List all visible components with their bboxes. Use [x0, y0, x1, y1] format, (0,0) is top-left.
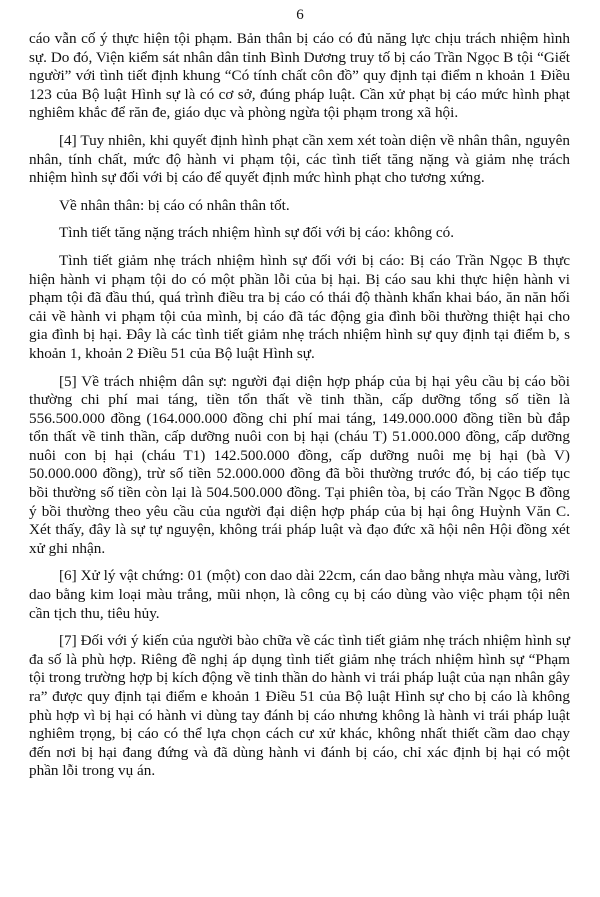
paragraph-6-evidence: [6] Xử lý vật chứng: 01 (một) con dao dài 22cm, cán dao bằng nhựa màu vàng, lưỡi dao bằng kim loại màu trắng, mũi nhọn, là công cụ bị cáo dùng vào việc phạm tội nên cần tịch thu, tiêu hủy.	[29, 567, 570, 622]
paragraph-7-defense-opinion: [7] Đối với ý kiến của người bào chữa về các tình tiết giảm nhẹ trách nhiệm hình sự đa số là phù hợp. Riêng đề nghị áp dụng tình tiết giảm nhẹ trách nhiệm hình sự “Phạm tội trong trường hợp bị kích động về tinh thần do hành vi trái pháp luật của nạn nhân gây ra” được quy định tại điểm e khoản 1 Điều 51 của Bộ luật Hình sự cho bị cáo là không phù hợp vì bị hại có hành vi dùng tay đánh bị cáo nhưng không là hành vi trái pháp luật nghiêm trọng, bị cáo có thể lựa chọn cách cư xử khác, không nhất thiết cầm dao chạy đến nơi bị hại đang đứng và đã dùng hành vi đánh bị cáo, chỉ xác định bị hại có một phần lỗi trong vụ án.	[29, 632, 570, 780]
paragraph-4-sentencing: [4] Tuy nhiên, khi quyết định hình phạt cần xem xét toàn diện về nhân thân, nguyên nhân, tính chất, mức độ hành vi phạm tội, các tình tiết tăng nặng và giảm nhẹ trách nhiệm hình sự đối với bị cáo để quyết định mức hình phạt cho tương xứng.	[29, 131, 570, 187]
paragraph-5-civil-liability: [5] Về trách nhiệm dân sự: người đại diện hợp pháp của bị hại yêu cầu bị cáo bồi thường chi phí mai táng, tiền tổn thất về tinh thần, cấp dưỡng tổng số tiền là 556.500.000 đồng (164.000.000 đồng chi phí mai táng, 149.000.000 đồng tiền bù đắp tổn thất về tinh thần, cấp dưỡng nuôi con bị hại (cháu T) 51.000.000 đồng, cấp dưỡng nuôi con bị hại (cháu T1) 142.500.000 đồng, cấp dưỡng nuôi mẹ bị hại (bà V) 50.000.000 đồng), trừ số tiền 52.000.000 đồng đã bồi thường trước đó, bị cáo tiếp tục bồi thường số tiền còn lại là 504.500.000 đồng. Tại phiên tòa, bị cáo Trần Ngọc B đồng ý bồi thường theo yêu cầu của người đại diện hợp pháp của bị hại ông Huỳnh Văn C. Xét thấy, đây là sự tự nguyện, không trái pháp luật và đạo đức xã hội nên Hội đồng xét xử ghi nhận.	[29, 372, 570, 557]
page-number: 6	[296, 7, 304, 23]
paragraph-continuation: cáo vẫn cố ý thực hiện tội phạm. Bản thân bị cáo có đủ năng lực chịu trách nhiệm hình sự. Do đó, Viện kiểm sát nhân dân tỉnh Bình Dương truy tố bị cáo Trần Ngọc B tội “Giết người” với tình tiết định khung “Có tính chất côn đồ” quy định tại điểm n khoản 1 Điều 123 của Bộ luật Hình sự là có cơ sở, đúng pháp luật. Cần xử phạt bị cáo mức hình phạt nghiêm khắc để răn đe, giáo dục và phòng ngừa tội phạm trong xã hội.	[29, 30, 570, 122]
paragraph-aggravating: Tình tiết tăng nặng trách nhiệm hình sự đối với bị cáo: không có.	[59, 224, 455, 242]
paragraph-mitigating: Tình tiết giảm nhẹ trách nhiệm hình sự đối với bị cáo: Bị cáo Trần Ngọc B thực hiện hành vi phạm tội do có một phần lỗi của bị hại. Bị cáo sau khi thực hiện hành vi phạm tội đã đầu thú, quá trình điều tra bị cáo có thái độ thành khẩn khai báo, ăn năn hối cải về hành vi phạm tội của mình, bị cáo đã tác động gia đình bồi thường thiệt hại cho gia đình bị hại. Đây là các tình tiết giảm nhẹ trách nhiệm hình sự quy định tại điểm b, s khoản 1, khoản 2 Điều 51 của Bộ luật Hình sự.	[29, 251, 570, 362]
document-body	[29, 30, 570, 790]
paragraph-personal-record: Về nhân thân: bị cáo có nhân thân tốt.	[59, 196, 290, 214]
